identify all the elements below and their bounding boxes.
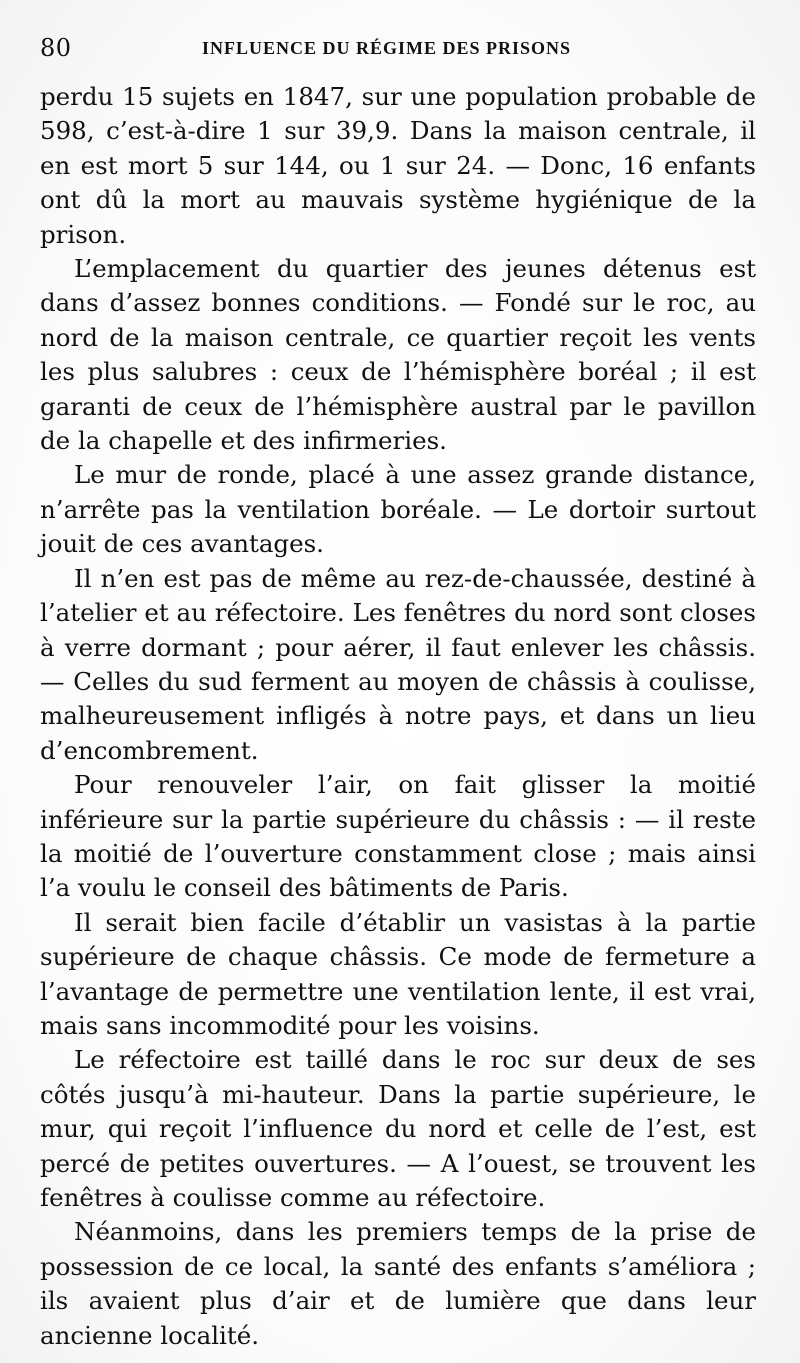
paragraph-rez-de-chaussee: Il n’en est pas de même au rez-de-chaussée, destiné à l’atelier et au réfectoire. Les fenêtres du nord sont closes à verre dormant ; pour aérer, il faut enlever les châssis. — Celles du sud ferment au moyen de châssis à coulisse, malheureusement infligés à notre pays, et dans un lieu d’encombrement. bbox=[40, 563, 756, 765]
paragraph-neanmoins: Néanmoins, dans les premiers temps de la prise de possession de ce local, la santé des enfants s’améliora ; ils avaient plus d’air et de lumière que dans leur ancienne localité. bbox=[40, 1217, 756, 1350]
page-number: 80 bbox=[40, 34, 72, 62]
page-header bbox=[40, 34, 760, 64]
paragraph-continuation: perdu 15 sujets en 1847, sur une population probable de 598, c’est-à-dire 1 sur 39,9. Dans la maison centrale, il en est mort 5 sur 144, ou 1 sur 24. — Donc, 16 enfants ont dû la mort au mauvais système hygiénique de la prison. bbox=[40, 82, 756, 249]
paragraph-renouveler-air: Pour renouveler l’air, on fait glisser la moitié inférieure sur la partie supérieure du châssis : — il reste la moitié de l’ouverture constamment close ; mais ainsi l’a voulu le conseil des bâtiments de Paris. bbox=[40, 770, 756, 903]
body-text bbox=[40, 80, 756, 1353]
paragraph-vasistas: Il serait bien facile d’établir un vasistas à la partie supérieure de chaque châssis. Ce mode de fermeture a l’avantage de permettre une ventilation lente, il est vrai, mais sans incommodité pour les voisins. bbox=[40, 907, 756, 1040]
paragraph-emplacement: L’emplacement du quartier des jeunes détenus est dans d’assez bonnes conditions. — Fondé sur le roc, au nord de la maison centrale, ce quartier reçoit les vents les plus salubres : ceux de l’hémisphère boréal ; il est garanti de ceux de l’hémisphère austral par le pavillon de la chapelle et des infirmeries. bbox=[40, 254, 756, 456]
running-head: INFLUENCE DU RÉGIME DES PRISONS bbox=[202, 38, 572, 58]
paragraph-refectoire: Le réfectoire est taillé dans le roc sur deux de ses côtés jusqu’à mi-hauteur. Dans la partie supérieure, le mur, qui reçoit l’influence du nord et celle de l’est, est percé de petites ouvertures. — A l’ouest, se trouvent les fenêtres à coulisse comme au réfectoire. bbox=[40, 1045, 756, 1212]
paragraph-mur-de-ronde: Le mur de ronde, placé à une assez grande distance, n’arrête pas la ventilation boréale. — Le dortoir surtout jouit de ces avantages. bbox=[40, 460, 756, 559]
